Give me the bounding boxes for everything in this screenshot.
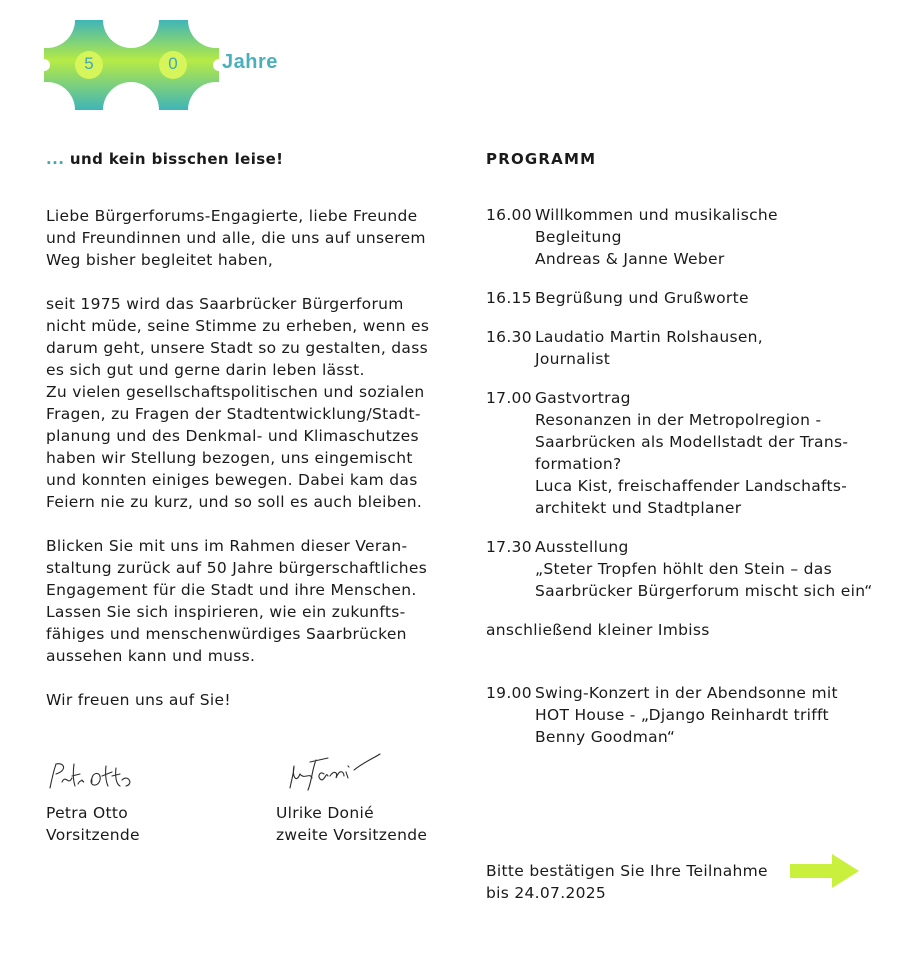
program-time: 16.00 [486,206,532,224]
program-item [486,326,896,370]
letter-heading [46,150,446,168]
program-title: PROGRAMM [486,150,597,168]
signer-name: Petra Otto [46,804,129,822]
rsvp-note [486,860,768,904]
signer-name: Ulrike Donié [276,804,374,822]
program-line: Journalist [535,350,611,368]
program-item [486,287,896,309]
program-line: Laudatio Martin Rolshausen, [535,328,764,346]
letter-paragraph: Blicken Sie mit uns im Rahmen dieser Veran- staltung zurück auf 50 Jahre bürgerschaftliches Engagement für die Stadt und ihre Menschen. Lassen Sie sich inspirieren, wie ein zukunfts- fähiges und menschenwürdiges Saarbrücken aussehen kann und muss. [46,537,428,665]
program-snack-note: anschließend kleiner Imbiss [486,621,710,639]
heading-ellipsis: ... [46,150,65,168]
program-item [486,204,896,270]
program-line: Gastvortrag [535,389,631,407]
program-item [486,387,896,519]
program-line: Begleitung [535,228,622,246]
program-line: Begrüßung und Grußworte [535,289,749,307]
program-item [486,536,896,602]
program-line: Saarbrücker Bürgerforum mischt sich ein“ [535,582,873,600]
anniversary-logo [44,20,219,110]
program-line: Luca Kist, freischaffender Landschafts- [535,477,848,495]
program-time: 17.00 [486,389,532,407]
logo-jahre-text: Jahre [222,51,278,73]
rsvp-deadline: bis 24.07.2025 [486,884,607,902]
program-time: 16.30 [486,328,532,346]
program-line: Swing-Konzert in der Abendsonne mit [535,684,838,702]
heading-text: und kein bisschen leise! [69,150,284,168]
program-line: Saarbrücken als Modellstadt der Trans- [535,433,849,451]
program-line: Willkommen und musikalische [535,206,778,224]
logo-graphic [44,20,219,110]
signatures [40,748,460,858]
program-time: 16.15 [486,289,532,307]
program-line: formation? [535,455,622,473]
arrow-right-icon [790,853,860,889]
logo-digit-five: 5 [84,54,94,73]
signature-ulrike-donie [284,748,384,796]
program-line: Resonanzen in der Metropolregion - [535,411,822,429]
program-time: 17.30 [486,538,532,556]
letter-column [46,150,446,733]
logo-digit-zero: 0 [168,54,178,73]
program-line: Andreas & Janne Weber [535,250,725,268]
program-item-concert [486,682,896,748]
letter-closing: Wir freuen uns auf Sie! [46,691,231,709]
program-line: Benny Goodman“ [535,728,676,746]
program-line: architekt und Stadtplaner [535,499,742,517]
program-column [486,150,896,765]
signer-role: zweite Vorsitzende [276,826,428,844]
program-line: HOT House - „Django Reinhardt trifft [535,706,829,724]
signature-petra-otto [42,756,142,796]
program-time: 19.00 [486,684,532,702]
letter-greeting: Liebe Bürgerforums-Engagierte, liebe Freunde und Freundinnen und alle, die uns auf unserem Weg bisher begleitet haben, [46,207,426,269]
signature-block-ulrike [276,802,427,846]
program-line: „Steter Tropfen höhlt den Stein – das [535,560,832,578]
rsvp-line: Bitte bestätigen Sie Ihre Teilnahme [486,862,768,880]
letter-paragraph: seit 1975 wird das Saarbrücker Bürgerforum nicht müde, seine Stimme zu erheben, wenn es darum geht, unsere Stadt so zu gestalten, dass es sich gut und gerne darin leben lässt. Zu vielen gesellschaftspolitischen und sozialen Fragen, zu Fragen der Stadtentwicklung/Stadt- planung und des Denkmal- und Klimaschutzes haben wir Stellung bezogen, uns eingemischt und konnten einiges bewegen. Dabei kam das Feiern nie zu kurz, und so soll es auch bleiben. [46,295,430,511]
program-line: Ausstellung [535,538,629,556]
signer-role: Vorsitzende [46,826,140,844]
signature-block-petra [46,802,140,846]
